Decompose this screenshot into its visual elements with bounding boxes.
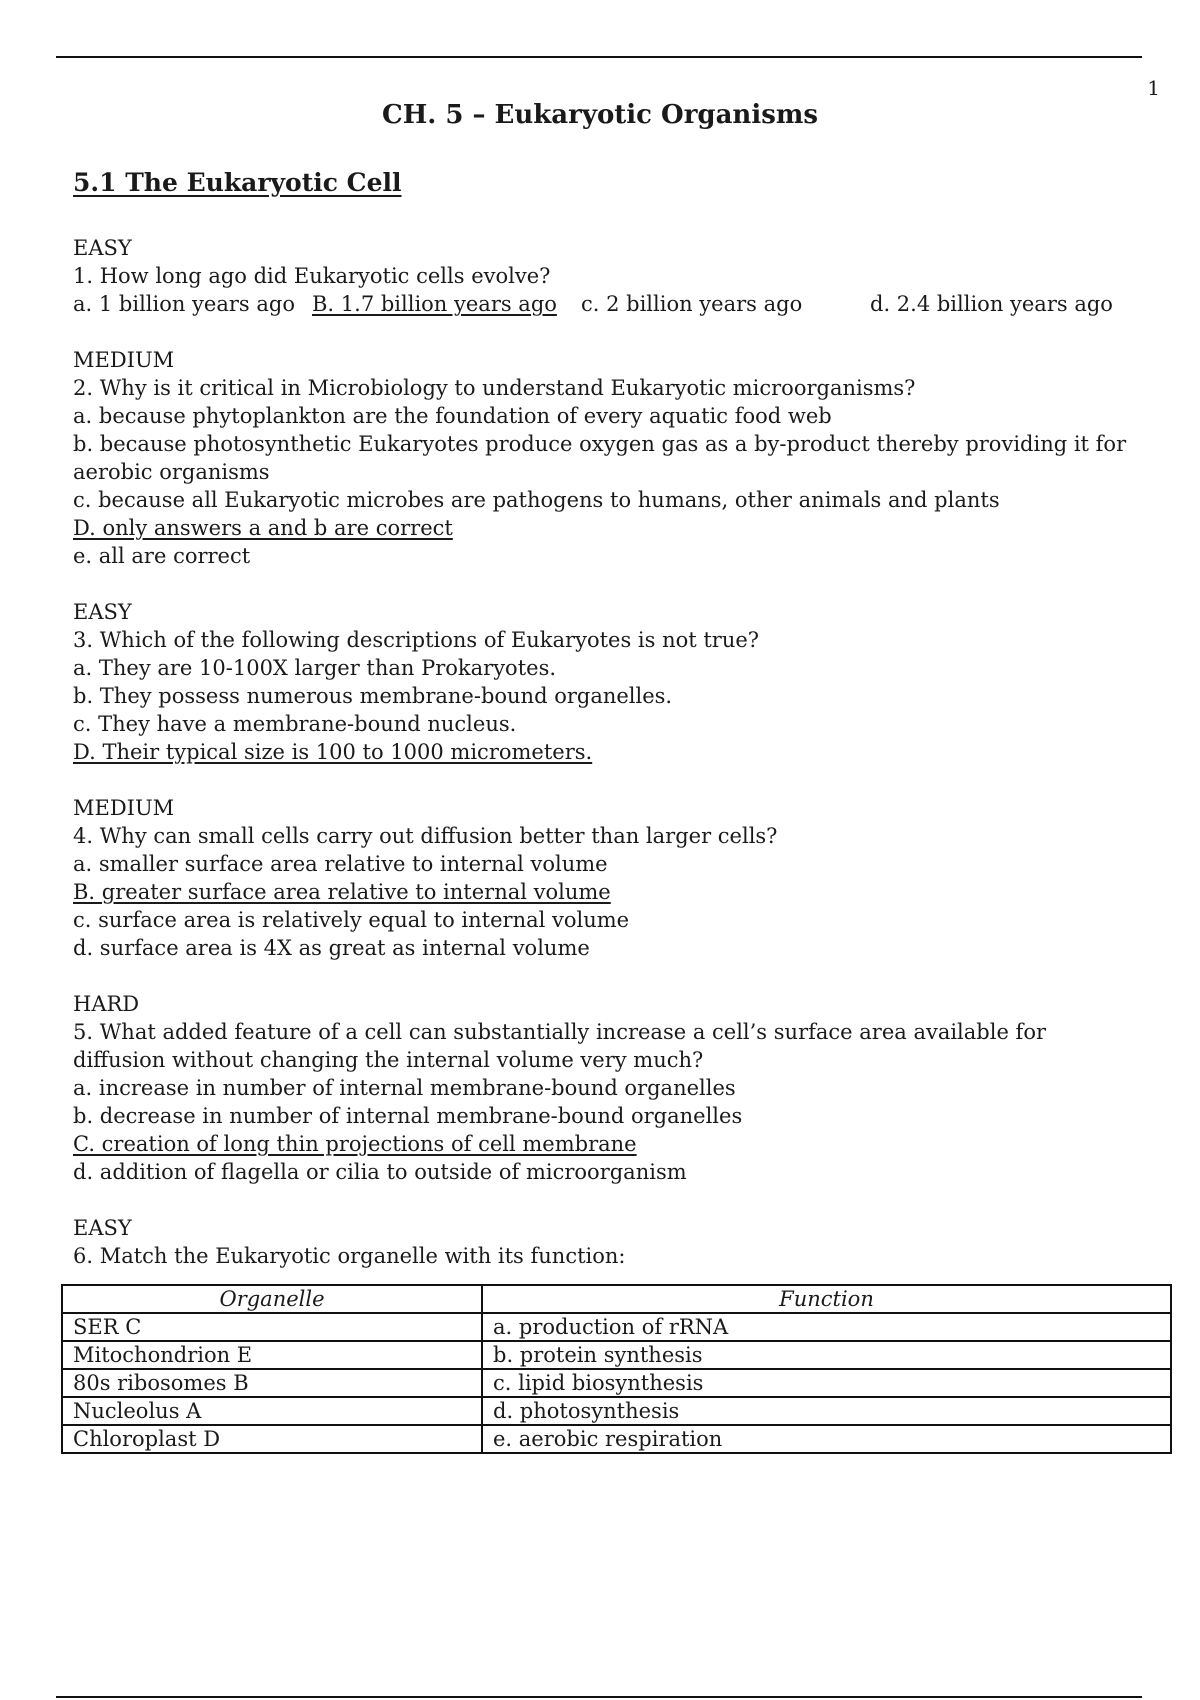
- table-row: [62, 1397, 1171, 1425]
- difficulty-label: HARD: [73, 992, 140, 1016]
- option: d. 2.4 billion years ago: [870, 292, 1113, 316]
- option-correct: B. 1.7 billion years ago: [312, 292, 557, 316]
- options-row: [73, 290, 1143, 318]
- match-table: [61, 1284, 1172, 1454]
- difficulty-label: MEDIUM: [73, 796, 175, 820]
- table-row: [62, 1313, 1171, 1341]
- option: c. because all Eukaryotic microbes are pathogens to humans, other animals and plants: [73, 488, 1000, 512]
- option: b. decrease in number of internal membrane-bound organelles: [73, 1104, 743, 1128]
- column-header-function: Function: [482, 1285, 1171, 1313]
- option: a. They are 10-100X larger than Prokaryotes.: [73, 656, 557, 680]
- option: d. addition of flagella or cilia to outside of microorganism: [73, 1160, 687, 1184]
- option-correct: C. creation of long thin projections of cell membrane: [73, 1132, 637, 1156]
- organelle-cell: Chloroplast D: [62, 1425, 482, 1453]
- question-stem: 6. Match the Eukaryotic organelle with its function:: [73, 1244, 626, 1268]
- question-list: [73, 234, 1143, 1298]
- question-6: [73, 1214, 1143, 1270]
- option: a. increase in number of internal membrane-bound organelles: [73, 1076, 736, 1100]
- organelle-cell: SER C: [62, 1313, 482, 1341]
- page-number: 1: [1147, 76, 1160, 100]
- question-2: [73, 346, 1143, 570]
- question-stem: 5. What added feature of a cell can substantially increase a cell’s surface area available for diffusion without changing the internal volume very much?: [73, 1020, 1053, 1072]
- question-stem: 2. Why is it critical in Microbiology to understand Eukaryotic microorganisms?: [73, 376, 916, 400]
- option-correct: D. Their typical size is 100 to 1000 micrometers.: [73, 740, 593, 764]
- difficulty-label: MEDIUM: [73, 348, 175, 372]
- question-4: [73, 794, 1143, 962]
- option: a. 1 billion years ago: [73, 292, 295, 316]
- function-cell: b. protein synthesis: [482, 1341, 1171, 1369]
- footer-rule: [56, 1696, 1142, 1698]
- function-cell: d. photosynthesis: [482, 1397, 1171, 1425]
- section-heading: 5.1 The Eukaryotic Cell: [73, 168, 402, 197]
- question-stem: 1. How long ago did Eukaryotic cells evolve?: [73, 264, 551, 288]
- function-cell: e. aerobic respiration: [482, 1425, 1171, 1453]
- table-row: [62, 1369, 1171, 1397]
- table-row: [62, 1341, 1171, 1369]
- option: b. because photosynthetic Eukaryotes produce oxygen gas as a by-product thereby providing it for aerobic organisms: [73, 432, 1133, 484]
- option: c. They have a membrane-bound nucleus.: [73, 712, 517, 736]
- organelle-cell: Nucleolus A: [62, 1397, 482, 1425]
- table-row: [62, 1425, 1171, 1453]
- function-cell: c. lipid biosynthesis: [482, 1369, 1171, 1397]
- option-correct: D. only answers a and b are correct: [73, 516, 453, 540]
- table-header-row: [62, 1285, 1171, 1313]
- option: c. 2 billion years ago: [581, 292, 803, 316]
- organelle-cell: Mitochondrion E: [62, 1341, 482, 1369]
- column-header-organelle: Organelle: [62, 1285, 482, 1313]
- difficulty-label: EASY: [73, 1216, 132, 1240]
- option-correct: B. greater surface area relative to internal volume: [73, 880, 611, 904]
- option: c. surface area is relatively equal to internal volume: [73, 908, 630, 932]
- page-title: CH. 5 – Eukaryotic Organisms: [382, 100, 818, 130]
- question-5: [73, 990, 1143, 1186]
- option: a. smaller surface area relative to internal volume: [73, 852, 608, 876]
- difficulty-label: EASY: [73, 236, 132, 260]
- difficulty-label: EASY: [73, 600, 132, 624]
- option: a. because phytoplankton are the foundation of every aquatic food web: [73, 404, 832, 428]
- organelle-cell: 80s ribosomes B: [62, 1369, 482, 1397]
- question-1: [73, 234, 1143, 318]
- function-cell: a. production of rRNA: [482, 1313, 1171, 1341]
- option: d. surface area is 4X as great as internal volume: [73, 936, 590, 960]
- question-stem: 4. Why can small cells carry out diffusion better than larger cells?: [73, 824, 778, 848]
- option: e. all are correct: [73, 544, 251, 568]
- question-stem: 3. Which of the following descriptions of Eukaryotes is not true?: [73, 628, 760, 652]
- option: b. They possess numerous membrane-bound organelles.: [73, 684, 673, 708]
- header-rule: [56, 56, 1142, 58]
- question-3: [73, 598, 1143, 766]
